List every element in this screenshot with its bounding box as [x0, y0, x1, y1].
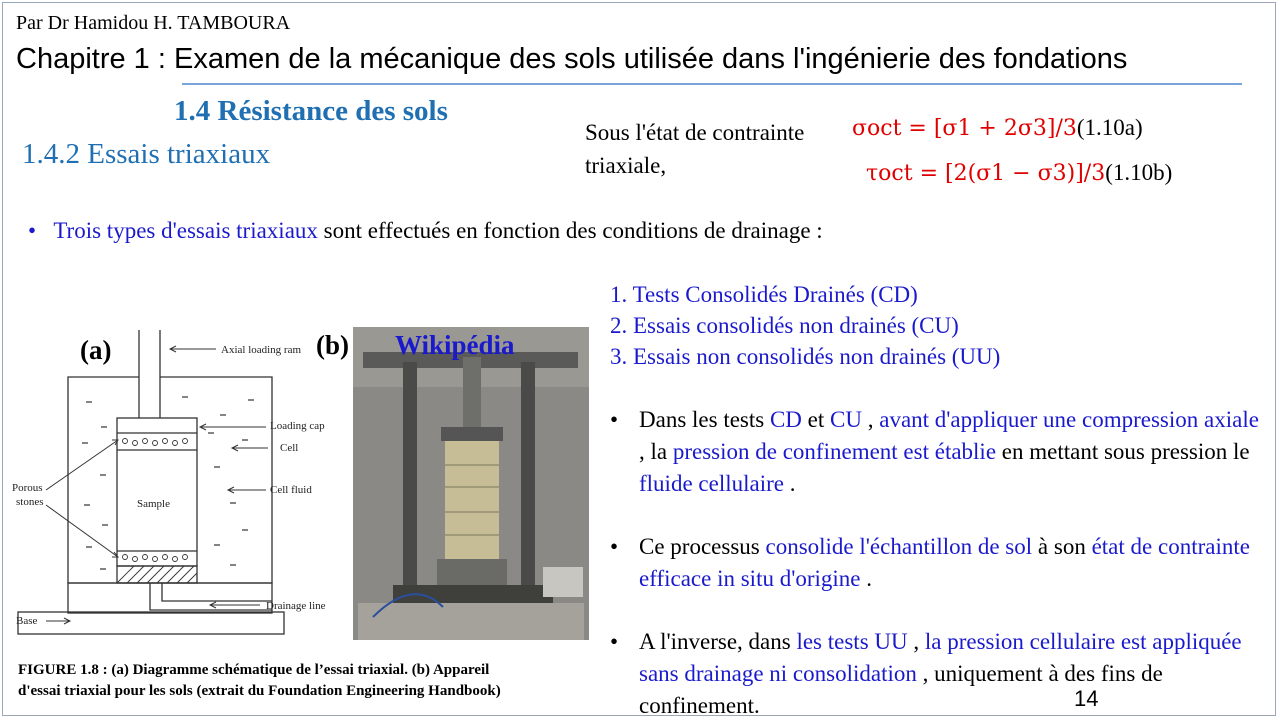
chapter-title: Chapitre 1 : Examen de la mécanique des sols utilisée dans l'ingénierie des fondations: [16, 43, 1128, 75]
label-sample: Sample: [137, 498, 170, 510]
text: à son: [1032, 534, 1092, 559]
caption-line: FIGURE 1.8 : (a) Diagramme schématique de l’essai triaxial. (b) Appareil: [18, 662, 490, 678]
highlight: fluide cellulaire: [639, 471, 784, 496]
intro-text: Sous l'état de contrainte triaxiale,: [585, 120, 805, 178]
bullet-dot: •: [28, 218, 37, 243]
bullet-highlight: Trois types d'essais triaxiaux: [53, 218, 318, 243]
caption-line: d'essai triaxial pour les sols (extrait du Foundation Engineering Handbook): [18, 683, 501, 699]
wikipedia-watermark: Wikipédia: [395, 330, 515, 360]
highlight: les tests UU: [796, 629, 908, 654]
text: , uniquement à des fins de confinement.: [639, 661, 1163, 718]
highlight: CD: [769, 407, 802, 432]
author-line: Par Dr Hamidou H. TAMBOURA: [16, 12, 291, 34]
label-porous: Porous: [12, 482, 43, 494]
label-drainage-line: Drainage line: [266, 600, 326, 612]
equation-ref: (1.10a): [1076, 115, 1143, 140]
page-number: 14: [1074, 686, 1099, 711]
subsection-title: 1.4.2 Essais triaxiaux: [22, 138, 271, 170]
highlight: CU: [830, 407, 862, 432]
highlight: consolide l'échantillon de sol: [765, 534, 1033, 559]
label-loading-cap: Loading cap: [270, 420, 325, 432]
paragraph-process: • Ce processus consolide l'échantillon de sol à son état de contrainte efficace in situ d'origine .: [610, 534, 1250, 591]
highlight: la pression cellulaire est appliquée sans drainage ni consolidation: [639, 629, 1242, 686]
figure-label-a: (a): [80, 335, 112, 365]
highlight: état de contrainte efficace in situ d'origine: [639, 534, 1250, 591]
bullet-intro: [28, 218, 823, 244]
triaxial-apparatus-photo: [353, 327, 589, 640]
highlight: avant d'appliquer une compression axiale: [879, 407, 1259, 432]
label-base: Base: [16, 615, 38, 627]
text: ,: [907, 629, 925, 654]
section-title: 1.4 Résistance des sols: [174, 95, 448, 127]
text: .: [783, 471, 796, 496]
title-underline: [182, 83, 1242, 85]
text: ,: [861, 407, 880, 432]
triaxial-diagram: [10, 325, 350, 660]
text: et: [801, 407, 831, 432]
bullet-rest: sont effectués en fonction des conditions de drainage :: [317, 218, 823, 243]
highlight: pression de confinement est établie: [672, 439, 997, 464]
list-item: 2. Essais consolidés non drainés (CU): [610, 313, 959, 338]
text: A l'inverse, dans: [639, 629, 797, 654]
text: .: [860, 566, 872, 591]
label-cell-fluid: Cell fluid: [270, 484, 312, 496]
paragraph-cd-cu: • Dans les tests CD et CU , avant d'appliquer une compression axiale , la pression de confinement est établie en mettant sous pression le fluide cellulaire .: [610, 407, 1259, 496]
label-stones: stones: [16, 496, 44, 508]
list-item: 1. Tests Consolidés Drainés (CD): [610, 282, 918, 307]
text: en mettant sous pression le: [996, 439, 1250, 464]
equation-sigma-oct: [852, 115, 1143, 141]
text: Dans les tests: [639, 407, 770, 432]
figure-caption: [18, 660, 618, 702]
text: , la: [639, 439, 673, 464]
paragraph-uu: • A l'inverse, dans les tests UU , la pression cellulaire est appliquée sans drainage ni consolidation , uniquement à des fins de confinement.: [610, 629, 1242, 718]
equation-formula: τoct = [2(σ1 − σ3)]/3: [866, 161, 1106, 186]
list-item: 3. Essais non consolidés non drainés (UU): [610, 344, 1001, 369]
equation-ref: (1.10b): [1105, 160, 1173, 185]
test-types-list: [610, 279, 1000, 372]
equation-tau-oct: [866, 160, 1172, 186]
label-axial-loading-ram: Axial loading ram: [221, 344, 302, 356]
equation-formula: σoct = [σ1 + 2σ3]/3: [852, 116, 1077, 141]
label-cell: Cell: [280, 442, 299, 454]
figure-label-b: (b): [316, 330, 349, 360]
text: Ce processus: [639, 534, 766, 559]
